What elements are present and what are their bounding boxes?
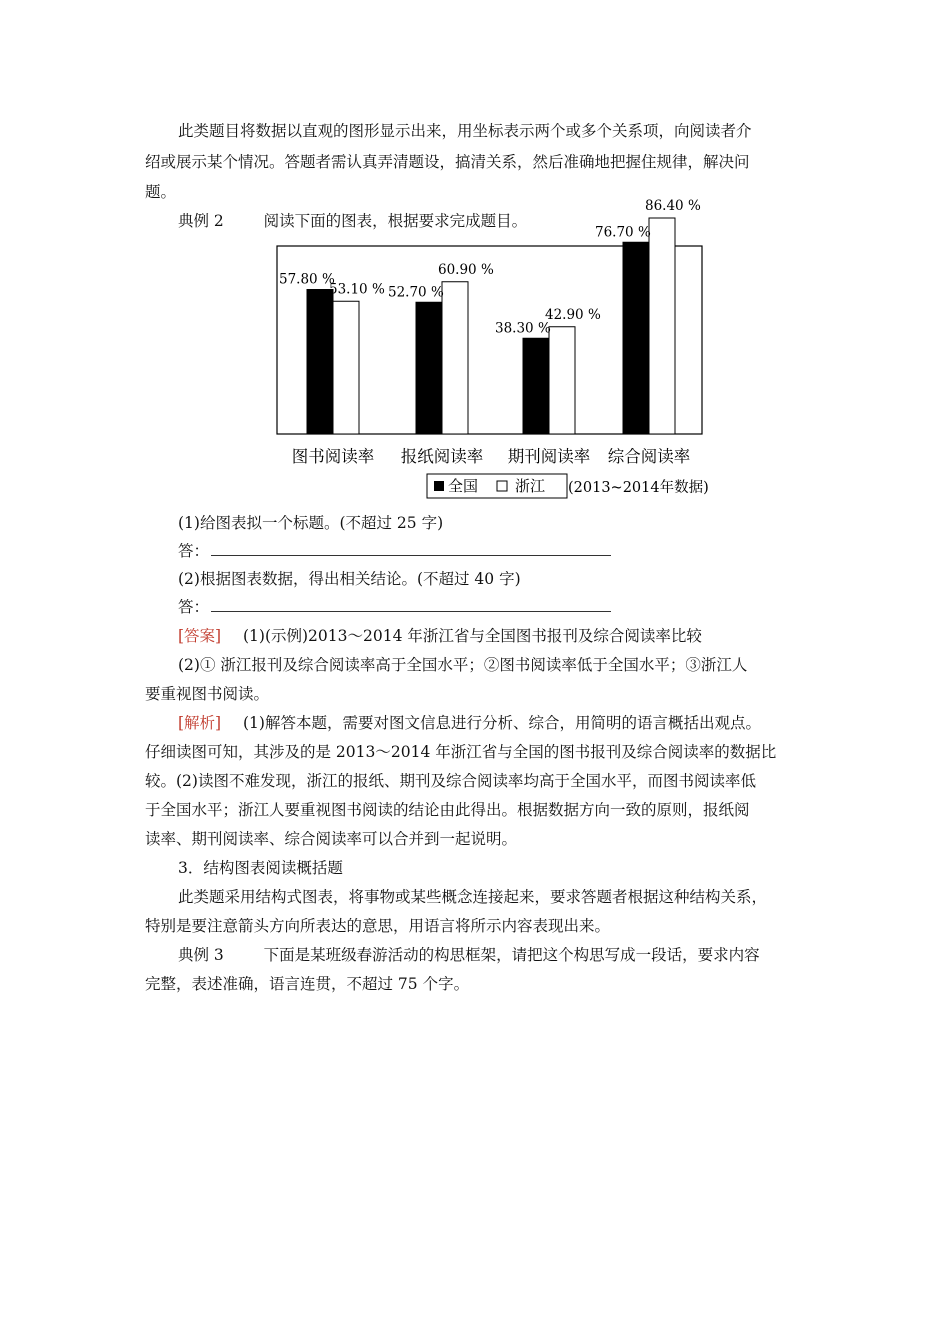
- bar-national-1: [416, 302, 442, 434]
- bar-national-0: [307, 290, 333, 435]
- intro-line-2: 绍或展示某个情况。答题者需认真弄清题设，搞清关系，然后准确地把握住规律，解决问: [145, 153, 750, 171]
- intro-line-3: 题。: [145, 183, 177, 201]
- bar-label-zhejiang-3: 86.40 %: [645, 198, 701, 214]
- q2-answer-label: 答：: [178, 598, 210, 616]
- bar-national-3: [623, 242, 649, 434]
- example2-label: 典例 2: [178, 212, 224, 230]
- answer-line-2: (2)① 浙江报刊及综合阅读率高于全国水平；②图书阅读率低于全国水平；③浙江人: [178, 656, 748, 674]
- bar-label-zhejiang-0: 53.10 %: [329, 281, 385, 298]
- category-label-3: 综合阅读率: [607, 447, 691, 466]
- example2-line: [178, 211, 527, 231]
- answer-line-3: 要重视图书阅读。: [145, 685, 270, 703]
- bar-zhejiang-0: [333, 301, 359, 434]
- legend-label-national: 全国: [448, 477, 479, 495]
- q1-text: (1)给图表拟一个标题。(不超过 25 字): [178, 514, 444, 532]
- q2-answer-blank[interactable]: [211, 597, 611, 612]
- legend-swatch-national: [434, 481, 444, 491]
- bar-label-national-2: 38.30 %: [495, 320, 551, 337]
- answer-line-1: [178, 626, 702, 646]
- answer-a1: (1)(示例)2013～2014 年浙江省与全国图书报刊及综合阅读率比较: [242, 627, 702, 645]
- category-label-2: 期刊阅读率: [507, 447, 591, 466]
- bar-zhejiang-1: [442, 282, 468, 434]
- bar-national-2: [523, 338, 549, 434]
- analysis-l1: (1)解答本题，需要对图文信息进行分析、综合，用简明的语言概括出观点。: [242, 714, 761, 732]
- q1-answer-blank[interactable]: [211, 541, 611, 556]
- bar-label-national-3: 76.70 %: [595, 224, 651, 241]
- chart-note: (2013~2014年数据): [568, 480, 709, 496]
- example3-label: 典例 3: [178, 946, 224, 964]
- bar-zhejiang-2: [549, 327, 575, 434]
- q1-answer-label: 答：: [178, 542, 210, 560]
- analysis-line-1: [178, 713, 761, 733]
- category-label-0: 图书阅读率: [291, 447, 375, 466]
- analysis-line-2: 仔细读图可知，其涉及的是 2013～2014 年浙江省与全国的图书报刊及综合阅读率的数据比: [145, 743, 777, 761]
- example3-line-1: [178, 945, 760, 965]
- bar-zhejiang-3: [649, 218, 675, 434]
- example3-line-2: 完整，表述准确，语言连贯，不超过 75 个字。: [145, 975, 470, 993]
- category-labels-group: [292, 447, 691, 466]
- bar-label-zhejiang-2: 42.90 %: [545, 306, 601, 323]
- answer-tag: [答案]: [178, 627, 222, 645]
- analysis-line-3: 较。(2)读图不难发现，浙江的报纸、期刊及综合阅读率均高于全国水平，而图书阅读率低: [145, 772, 756, 790]
- section3-heading: 3．结构图表阅读概括题: [178, 859, 343, 877]
- q1-answer-line: [178, 541, 611, 561]
- bar-label-national-0: 57.80 %: [279, 271, 335, 288]
- analysis-line-5: 读率、期刊阅读率、综合阅读率可以合并到一起说明。: [145, 830, 518, 848]
- analysis-line-4: 于全国水平；浙江人要重视图书阅读的结论由此得出。根据数据方向一致的原则，报纸阅: [145, 801, 750, 819]
- example3-l1: 下面是某班级春游活动的构思框架，请把这个构思写成一段话，要求内容: [263, 946, 760, 964]
- legend-label-zhejiang: 浙江: [515, 477, 546, 495]
- analysis-tag: [解析]: [178, 714, 222, 732]
- q2-text: (2)根据图表数据，得出相关结论。(不超过 40 字): [178, 570, 521, 588]
- section3-line-2: 特别是要注意箭头方向所表达的意思，用语言将所示内容表现出来。: [145, 917, 611, 935]
- bar-label-zhejiang-1: 60.90 %: [438, 261, 494, 278]
- intro-line-1: 此类题目将数据以直观的图形显示出来，用坐标表示两个或多个关系项，向阅读者介: [178, 122, 752, 140]
- bar-label-national-1: 52.70 %: [388, 284, 444, 301]
- section3-line-1: 此类题采用结构式图表，将事物或某些概念连接起来，要求答题者根据这种结构关系，: [178, 888, 768, 906]
- q2-answer-line: [178, 597, 611, 617]
- legend-swatch-zhejiang: [497, 481, 507, 491]
- legend: [427, 474, 567, 498]
- category-label-1: 报纸阅读率: [400, 447, 484, 466]
- example2-text: 阅读下面的图表，根据要求完成题目。: [263, 212, 528, 230]
